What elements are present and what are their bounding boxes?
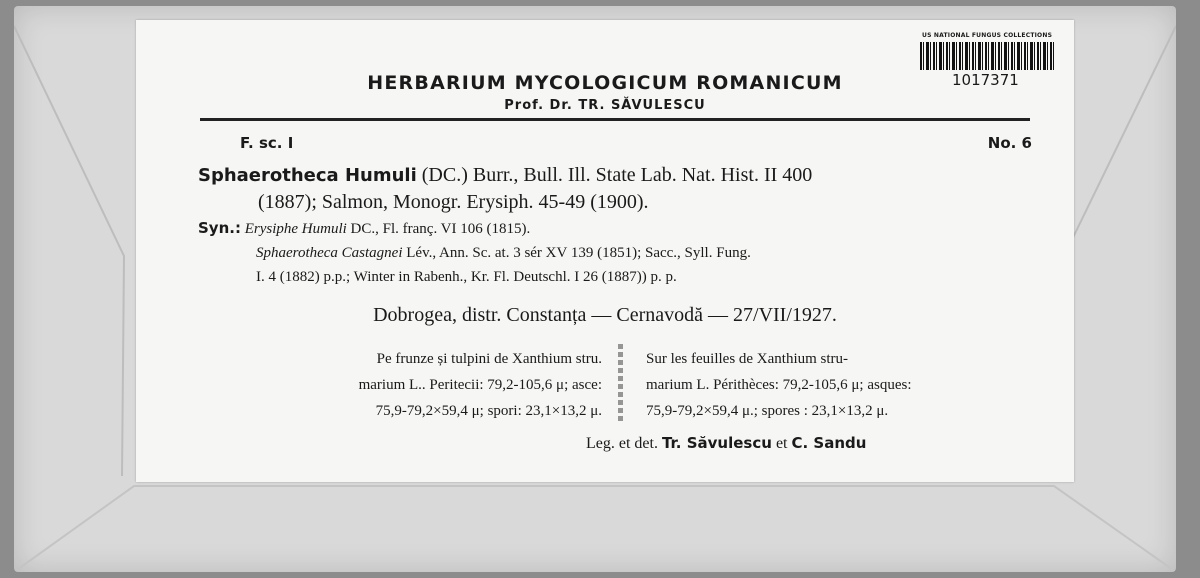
collector-joiner: et [771, 435, 792, 452]
species-citation-line1: (DC.) Burr., Bull. Ill. State Lab. Nat. Hist. II 400 [416, 164, 813, 186]
synonym-2-name: Sphaerotheca Castagnei [256, 245, 403, 261]
fascicle-label: F. sc. I [240, 134, 294, 152]
column-divider [618, 344, 623, 424]
collector-1: Tr. Săvulescu [661, 434, 772, 452]
herbarium-subtitle: Prof. Dr. TR. SĂVULESCU [504, 98, 706, 113]
description-ro-line: marium L.. Peritecii: 79,2-105,6 μ; asce: [358, 377, 602, 393]
synonym-2-citation: Lév., Ann. Sc. at. 3 sér XV 139 (1851); Sacc., Syll. Fung. [402, 245, 751, 261]
description-french [646, 346, 1036, 424]
description-romanian [196, 346, 602, 424]
collector-2: C. Sandu [791, 434, 867, 452]
herbarium-label [136, 20, 1074, 482]
collection-locality: Dobrogea, distr. Constanța — Cernavodă — 27/VII/1927. [373, 304, 837, 326]
specimen-envelope [14, 6, 1176, 572]
species-citation [198, 162, 1038, 215]
species-citation-line2: (1887); Salmon, Monogr. Erysiph. 45-49 (1900). [258, 191, 649, 213]
barcode-icon [920, 42, 1056, 70]
description-ro-line: 75,9-79,2×59,4 μ; spori: 23,1×13,2 μ. [375, 403, 602, 419]
description-ro-line: Pe frunze și tulpini de Xanthium stru. [376, 351, 602, 367]
header-rule [200, 118, 1030, 121]
species-name: Sphaerotheca Humuli [198, 165, 417, 186]
barcode-org-text: US NATIONAL FUNGUS COLLECTIONS [922, 32, 1053, 39]
synonyms-label: Syn.: [198, 219, 241, 237]
description-fr-line: marium L. Périthèces: 79,2-105,6 μ; asques: [646, 377, 912, 393]
description-fr-line: 75,9-79,2×59,4 μ.; spores : 23,1×13,2 μ. [646, 403, 889, 419]
description-fr-line: Sur les feuilles de Xanthium stru- [646, 351, 849, 367]
synonym-1-name: Erysiphe Humuli [244, 221, 347, 237]
herbarium-title: HERBARIUM MYCOLOGICUM ROMANICUM [367, 72, 843, 94]
synonyms-block [198, 216, 1038, 289]
collector-line [586, 434, 866, 453]
barcode-number: 1017371 [952, 71, 1019, 89]
collector-prefix: Leg. et det. [586, 435, 662, 452]
synonym-1-citation: DC., Fl. franç. VI 106 (1815). [346, 221, 531, 237]
specimen-number: No. 6 [987, 134, 1032, 152]
synonym-2-citation-line2: I. 4 (1882) p.p.; Winter in Rabenh., Kr. Fl. Deutschl. I 26 (1887)) p. p. [256, 269, 677, 285]
